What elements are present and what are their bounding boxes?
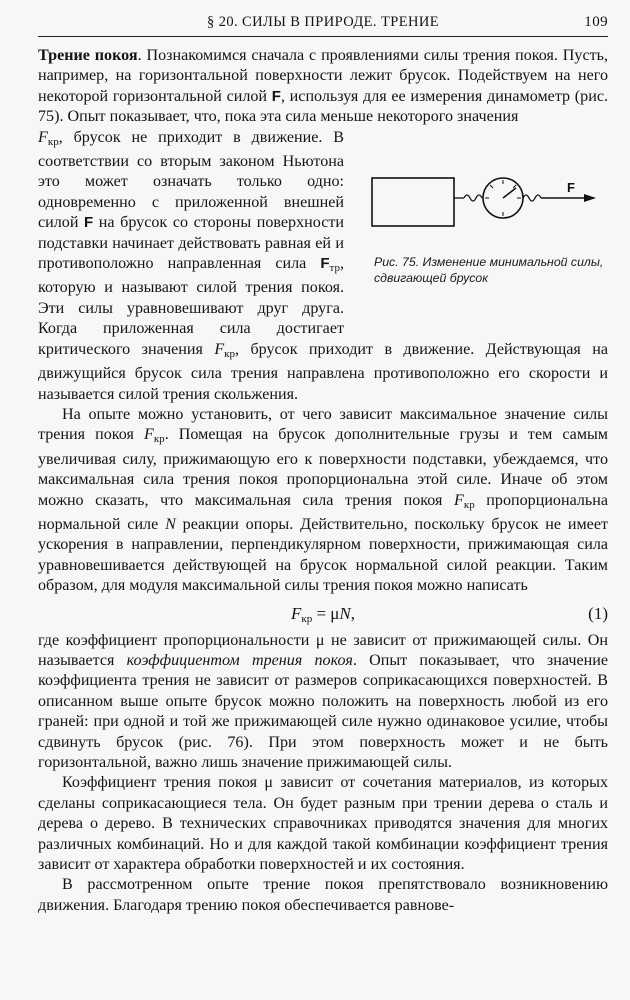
running-header	[38, 14, 608, 37]
term-static-friction: Трение покоя	[38, 47, 138, 64]
paragraph-equilibrium: В рассмотренном опыте трение покоя препятствовало возникновению движения. Благодаря трению покоя обеспечивается равнове-	[38, 876, 608, 914]
dial-needle	[503, 188, 516, 198]
block-rect	[372, 178, 454, 226]
page-number: 109	[584, 14, 608, 30]
spring-right	[523, 195, 541, 201]
symbol-f-kr: $F_{кр}$	[38, 128, 59, 148]
vector-f-tr: $F_{тр}$	[320, 255, 340, 275]
paragraph-static-friction: Трение покоя. Познакомимся сначала с проявлениями силы трения покоя. Пусть, например, на горизонтальной поверхности лежит брусок. Подействуем на него некоторой горизонтальной силой F, используя для ее измерения динамометр (рис. 75). Опыт показывает, что, пока эта сила меньше некоторого значения	[38, 47, 608, 126]
formula-1: $F_{кр} = \mu N$, (1)	[38, 597, 608, 631]
spring-left	[464, 195, 482, 201]
term-coefficient: коэффициентом трения покоя	[126, 651, 353, 669]
vector-f: F	[271, 87, 281, 105]
paragraph-max-friction: На опыте можно установить, от чего зависит максимальное значение силы трения покоя $F_{кр}$. Помещая на брусок дополнительные грузы и тем самым увеличивая силу, прижимающую его к поверхности подставки, убеждаемся, что максимальная сила трения покоя пропорциональна этой силе. Иначе об этом можно сказать, что максимальная сила трения покоя $F_{кр}$ пропорциональна нормальной силе N реакции опоры. Действительно, поскольку брусок не имеет ускорения в направлении, перпендикулярном поверхности, прижимающая сила уравновешивается действующей на брусок нормальной силой реакции. Таким образом, для модуля максимальной силы трения покоя можно написать	[38, 405, 609, 595]
figure-75	[356, 138, 608, 334]
figure-caption: Рис. 75. Изменение минимальной силы, сдвигающей брусок	[374, 254, 604, 285]
formula-number: (1)	[588, 603, 608, 623]
force-label: F	[567, 179, 575, 195]
paragraph-materials: Коэффициент трения покоя μ зависит от сочетания материалов, из которых сделаны соприкасающиеся тела. Он будет разным при трении дерева о сталь и дерева о дерево. В технических справочниках приводятся значения для многих различных комбинаций. Но и для каждой такой комбинации коэффициент трения зависит от характера обработки поверхностей и их состояния.	[38, 774, 608, 874]
dynamometer-diagram	[356, 138, 608, 246]
paragraph-coefficient: где коэффициент пропорциональности μ не зависит от прижимающей силы. Он называется коэффициентом трения покоя. Опыт показывает, что значение коэффициента трения не зависит от размеров соприкасающихся поверхностей. В описанном выше опыте брусок можно положить на поверхность любой из его граней: при одной и той же прижимающей силе нужно одинаковое усилие, чтобы сдвинуть брусок (рис. 76). При этом поверхность может и не быть горизонтальной, важно лишь значение прижимающей силы.	[38, 631, 609, 771]
body-text: Трение покоя. Познакомимся сначала с проявлениями силы трения покоя. Пусть, например, на горизонтальной поверхности лежит брусок. Подействуем на него некоторой горизонтальной силой F, используя для ее измерения динамометр (рис. 75). Опыт показывает, что, пока эта сила меньше некоторого значения F Рис. 75. Изменение минимальной силы, сдвигающей брусок $F_{кр}$, брусок не приходит в движение. В соответствии со вторым законом Ньютона это может означать только одно: одновременно с приложенной внешней силой F на брусок со стороны поверхности подставки начинает действовать равная ей и противоположно направленная сила $F_{тр}$, которую и называют силой трения покоя. Эти силы уравновешивают друг друга. Когда приложенная сила достигает критического значения $F_{кр}$, брусок приходит в движение. Действующая на движущийся брусок сила трения направлена противоположно его скорости и называется силой трения скольжения. На опыте можно установить, от чего зависит максимальное значение силы трения покоя $F_{кр}$. Помещая на брусок дополнительные грузы и тем самым увеличивая силу, прижимающую его к поверхности подставки, убеждаемся, что максимальная сила трения покоя пропорциональна этой силе. Иначе об этом можно сказать, что максимальная сила трения покоя $F_{кр}$ пропорциональна нормальной силе N реакции опоры. Действительно, поскольку брусок не имеет ускорения в направлении, перпендикулярном поверхности, прижимающая сила уравновешивается действующей на брусок нормальной силой реакции. Таким образом, для модуля максимальной силы трения покоя можно написать $F_{кр} = \mu N$, (1) где коэффициент пропорциональности μ не зависит от прижимающей силы. Он называется коэффициентом трения покоя. Опыт показывает, что значение коэффициента трения не зависит от размеров соприкасающихся поверхностей. В описанном выше опыте брусок можно положить на поверхность любой из его граней: при одной и той же прижимающей силе нужно одинаковое усилие, чтобы сдвинуть брусок (рис. 76). При этом поверхность может и не быть горизонтальной, важно лишь значение прижимающей силы. Коэффициент трения покоя μ зависит от сочетания материалов, из которых сделаны соприкасающиеся тела. Он будет разным при трении дерева о сталь и дерева о дерево. В технических справочниках приводятся значения для многих различных комбинаций. Но и для каждой такой комбинации коэффициент трения зависит от характера обработки поверхностей и их состояния. В рассмотренном опыте трение покоя препятствовало возникновению движения. Благодаря трению покоя обеспечивается равнове-	[38, 46, 608, 916]
section-title: § 20. СИЛЫ В ПРИРОДЕ. ТРЕНИЕ	[207, 14, 439, 30]
